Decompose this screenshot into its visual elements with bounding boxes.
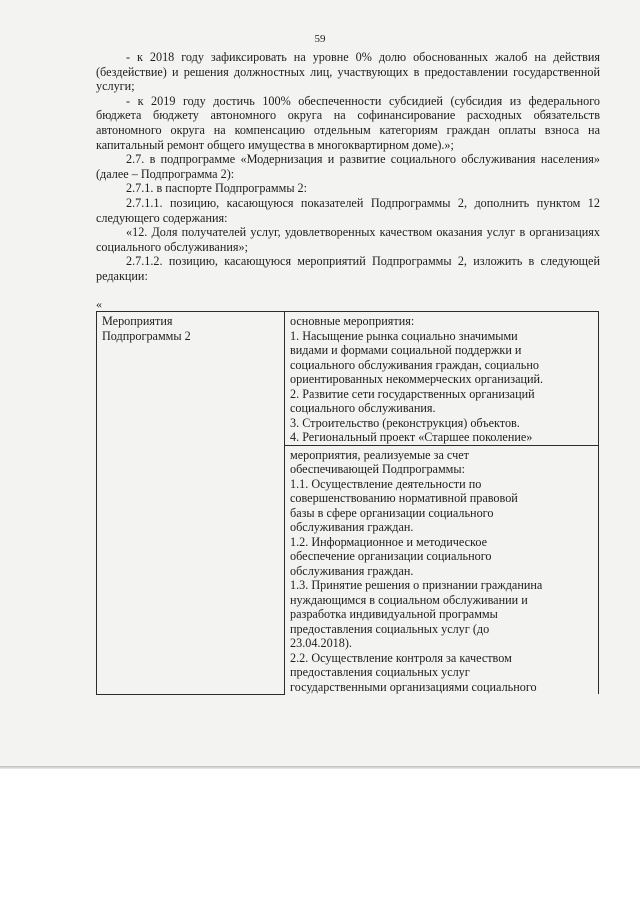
supporting-measures-line: 23.04.2018). — [290, 636, 352, 650]
supporting-measures-line: нуждающимся в социальном обслуживании и — [290, 592, 528, 607]
supporting-measures-line: обеспечивающей Подпрограммы: — [290, 462, 465, 476]
main-measures-line: 3. Строительство (реконструкция) объектов. — [290, 415, 520, 430]
scan-edge — [0, 766, 640, 769]
supporting-measures-line: предоставления социальных услуг — [290, 665, 470, 679]
main-measures-line: 1. Насыщение рынка социально значимыми — [290, 328, 518, 343]
main-measures-line: ориентированных некоммерческих организаций. — [290, 372, 544, 386]
paragraph-measures: 2.7.1.2. позицию, касающуюся мероприятий Подпрограммы 2, изложить в следующей редакции: — [96, 254, 600, 283]
main-measures-line: социального обслуживания. — [290, 401, 436, 415]
subprogram-measures-table — [96, 311, 599, 695]
supporting-measures-line: предоставления социальных услуг (до — [290, 621, 490, 636]
main-measures-line: 4. Региональный проект «Старшее поколение» — [290, 430, 533, 444]
measures-label-line: Подпрограммы 2 — [102, 328, 191, 343]
supporting-measures-line: разработка индивидуальной программы — [290, 607, 498, 621]
supporting-measures-line: государственными организациями социального — [290, 679, 537, 694]
page-number: 59 — [314, 33, 326, 45]
supporting-measures-line: 1.2. Информационное и методическое — [290, 534, 487, 549]
paragraph-subsidy-target: - к 2019 году достичь 100% обеспеченности субсидией (субсидия из федерального бюджета бюджету автономного округа на софинансирование расходных обязательств автономного округа на компенсацию отдельным категориям граждан оплаты взноса на капитальный ремонт общего имущества в многоквартирном доме).»; — [96, 93, 600, 152]
supporting-measures-line: 1.1. Осуществление деятельности по — [290, 476, 482, 491]
main-measures-line: социального обслуживания граждан, социально — [290, 357, 539, 372]
paragraph-indicators: 2.7.1.1. позицию, касающуюся показателей Подпрограммы 2, дополнить пунктом 12 следующего содержания: — [96, 195, 600, 225]
main-measures-line: видами и формами социальной поддержки и — [290, 343, 522, 357]
paragraph-complaints-target: - к 2018 году зафиксировать на уровне 0% долю обоснованных жалоб на действия (бездействие) и решения должностных лиц, участвующих в предоставлении государственной услуги; — [96, 50, 600, 94]
table-row — [97, 312, 599, 446]
supporting-measures-line: базы в сфере организации социального — [290, 505, 494, 520]
main-measures-line: 2. Развитие сети государственных организаций — [290, 386, 535, 401]
opening-quote: « — [96, 297, 102, 311]
supporting-measures-cell — [285, 445, 599, 694]
supporting-measures-line: 1.3. Принятие решения о признании гражданина — [290, 578, 543, 592]
supporting-measures-line: обслуживания граждан. — [290, 520, 414, 534]
measures-label-cell — [97, 312, 285, 695]
supporting-measures-line: мероприятия, реализуемые за счет — [290, 447, 469, 462]
supporting-measures-line: 2.2. Осуществление контроля за качеством — [290, 650, 512, 665]
supporting-measures-line: совершенствованию нормативной правовой — [290, 491, 518, 505]
paragraph-passport: 2.7.1. в паспорте Подпрограммы 2: — [126, 181, 308, 196]
paragraph-subprogram-2: 2.7. в подпрограмме «Модернизация и развитие социального обслуживания населения» (далее – Подпрограмма 2): — [96, 152, 600, 181]
main-measures-cell — [285, 312, 599, 446]
supporting-measures-line: обслуживания граждан. — [290, 563, 414, 578]
body-text — [96, 50, 600, 284]
paragraph-indicator-12: «12. Доля получателей услуг, удовлетворенных качеством оказания услуг в организациях социального обслуживания»; — [96, 225, 600, 254]
supporting-measures-line: обеспечение организации социального — [290, 549, 492, 563]
main-measures-line: основные мероприятия: — [290, 314, 415, 328]
measures-label-line: Мероприятия — [102, 314, 173, 328]
